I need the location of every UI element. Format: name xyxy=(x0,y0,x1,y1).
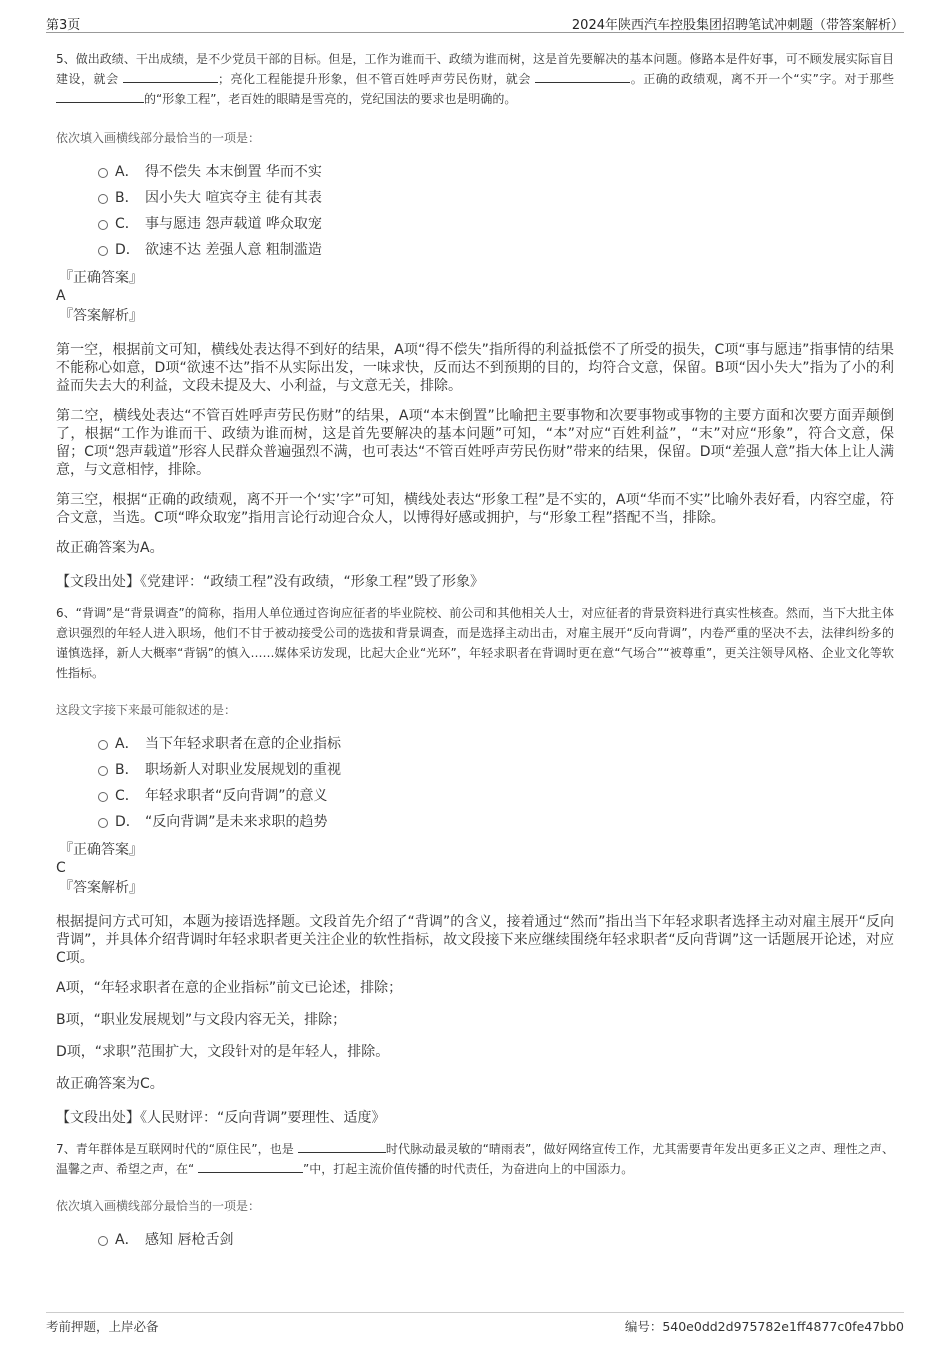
page-header xyxy=(46,10,904,33)
footer-slogan: 考前押题，上岸必备 xyxy=(46,1319,159,1334)
question-7-stem: 7、青年群体是互联网时代的“原住民”，也是 时代脉动最灵敏的“晴雨表”，做好网络宣传工作，尤其需要青年发出更多正义之声、理性之声、温馨之声、希望之声，在“ ”中，打起主流价值传播的时代责任，为奋进向上的中国添力。 xyxy=(56,1142,894,1176)
blank-3 xyxy=(56,91,144,103)
analysis-label: 『答案解析』 xyxy=(59,308,143,324)
blank-1 xyxy=(123,71,218,83)
page-number: 第3页 xyxy=(46,18,81,33)
question-7-options xyxy=(56,1227,894,1253)
blank-1 xyxy=(298,1141,386,1153)
source-citation: 【文段出处】《人民财评：“反向背调”要理性、适度》 xyxy=(56,1110,386,1126)
question-5 xyxy=(56,49,894,591)
option-b[interactable]: B． 因小失大 喧宾夺主 徒有其表 xyxy=(56,185,894,211)
option-a[interactable]: A． 得不偿失 本末倒置 华而不实 xyxy=(56,159,894,185)
radio-icon[interactable] xyxy=(98,766,108,776)
question-5-options xyxy=(56,159,894,263)
source-citation: 【文段出处】《党建评：“政绩工程”没有政绩，“形象工程”毁了形象》 xyxy=(56,574,485,590)
option-a[interactable]: A． 感知 唇枪舌剑 xyxy=(56,1227,894,1253)
question-5-stem: 5、做出政绩、干出成绩，是不少党员干部的目标。但是，工作为谁而干、政绩为谁而树，这是首先要解决的基本问题。修路本是件好事，可不顾发展实际盲目建设，就会 ；亮化工程能提升形象，但不管百姓呼声劳民伤财，就会 。正确的政绩观，离不开一个“实”字。对于那些 的“形象工程”，老百姓的眼睛是雪亮的，党纪国法的要求也是明确的。 xyxy=(56,52,894,106)
option-c[interactable]: C． 年轻求职者“反向背调”的意义 xyxy=(56,783,894,809)
analysis-paragraph: D项，“求职”范围扩大，文段针对的是年轻人，排除。 xyxy=(56,1044,390,1060)
option-c[interactable]: C． 事与愿违 怨声载道 哗众取宠 xyxy=(56,211,894,237)
blank-2 xyxy=(535,71,630,83)
document-title: 2024年陕西汽车控股集团招聘笔试冲刺题（带答案解析） xyxy=(571,18,904,33)
analysis-paragraph: B项，“职业发展规划”与文段内容无关，排除； xyxy=(56,1012,347,1028)
analysis-conclusion: 故正确答案为C。 xyxy=(56,1076,164,1092)
correct-answer: C xyxy=(56,860,66,876)
analysis-label: 『答案解析』 xyxy=(59,880,143,896)
answer-label: 『正确答案』 xyxy=(59,270,143,286)
question-6-stem: 6、“背调”是“背景调查”的简称，指用人单位通过咨询应征者的毕业院校、前公司和其他相关人士，对应征者的背景资料进行真实性核查。然而，当下大批主体意识强烈的年轻人进入职场，他们不甘于被动接受公司的选拔和背景调查，而是选择主动出击，对雇主展开“反向背调”，内卷严重的坚决不去，法律纠纷多的谨慎选择，新人大概率“背锅”的慎入……媒体采访发现，比起大企业“光环”，年轻求职者在背调时更在意“气场合”“被尊重”，更关注领导风格、企业文化等软性指标。 xyxy=(56,606,894,680)
radio-icon[interactable] xyxy=(98,246,108,256)
answer-label: 『正确答案』 xyxy=(59,842,143,858)
question-5-prompt: 依次填入画横线部分最恰当的一项是： xyxy=(56,131,261,145)
radio-icon[interactable] xyxy=(98,220,108,230)
option-d[interactable]: D． 欲速不达 差强人意 粗制滥造 xyxy=(56,237,894,263)
question-7-prompt: 依次填入画横线部分最恰当的一项是： xyxy=(56,1199,261,1213)
question-6-options xyxy=(56,731,894,835)
correct-answer: A xyxy=(56,288,66,304)
document-body xyxy=(56,49,894,1253)
option-d[interactable]: D． “反向背调”是未来求职的趋势 xyxy=(56,809,894,835)
radio-icon[interactable] xyxy=(98,168,108,178)
radio-icon[interactable] xyxy=(98,792,108,802)
radio-icon[interactable] xyxy=(98,740,108,750)
radio-icon[interactable] xyxy=(98,194,108,204)
option-b[interactable]: B． 职场新人对职业发展规划的重视 xyxy=(56,757,894,783)
radio-icon[interactable] xyxy=(98,818,108,828)
question-6 xyxy=(56,603,894,1127)
question-6-prompt: 这段文字接下来最可能叙述的是： xyxy=(56,703,237,717)
analysis-conclusion: 故正确答案为A。 xyxy=(56,540,164,556)
question-7 xyxy=(56,1139,894,1253)
analysis-paragraph: 第一空，根据前文可知，横线处表达得不到好的结果，A项“得不偿失”指所得的利益抵偿不了所受的损失，C项“事与愿违”指事情的结果不能称心如意，D项“欲速不达”指不从实际出发，一味求快，反而达不到预期的目的，均符合文意，保留。B项“因小失大”指为了小的利益而失去大的利益，文段未提及大、小利益，与文意无关，排除。 xyxy=(56,342,894,394)
page-footer xyxy=(46,1312,904,1337)
analysis-paragraph: 根据提问方式可知，本题为接语选择题。文段首先介绍了“背调”的含义，接着通过“然而”指出当下年轻求职者选择主动对雇主展开“反向背调”，并具体介绍背调时年轻求职者更关注企业的软性指标，故文段接下来应继续围绕年轻求职者“反向背调”这一话题展开论述，对应C项。 xyxy=(56,914,894,966)
blank-2 xyxy=(198,1161,303,1173)
analysis-paragraph: 第三空，根据“正确的政绩观，离不开一个‘实’字”可知，横线处表达“形象工程”是不实的，A项“华而不实”比喻外表好看，内容空虚，符合文意，当选。C项“哗众取宠”指用言论行动迎合众人，以博得好感或拥护，与“形象工程”搭配不当，排除。 xyxy=(56,492,894,526)
radio-icon[interactable] xyxy=(98,1236,108,1246)
option-a[interactable]: A． 当下年轻求职者在意的企业指标 xyxy=(56,731,894,757)
analysis-paragraph: 第二空，横线处表达“不管百姓呼声劳民伤财”的结果，A项“本末倒置”比喻把主要事物和次要事物或事物的主要方面和次要方面弄颠倒了，根据“工作为谁而干、政绩为谁而树，这是首先要解决的基本问题”可知，“本”对应“百姓利益”，“末”对应“形象”，符合文意，保留；C项“怨声载道”形容人民群众普遍强烈不满，也可表达“不管百姓呼声劳民伤财”带来的结果，保留。D项“差强人意”指大体上让人满意，与文意相悖，排除。 xyxy=(56,408,894,478)
analysis-paragraph: A项，“年轻求职者在意的企业指标”前文已论述，排除； xyxy=(56,980,403,996)
document-id: 编号：540e0dd2d975782e1ff4877c0fe47bb0 xyxy=(624,1319,904,1334)
